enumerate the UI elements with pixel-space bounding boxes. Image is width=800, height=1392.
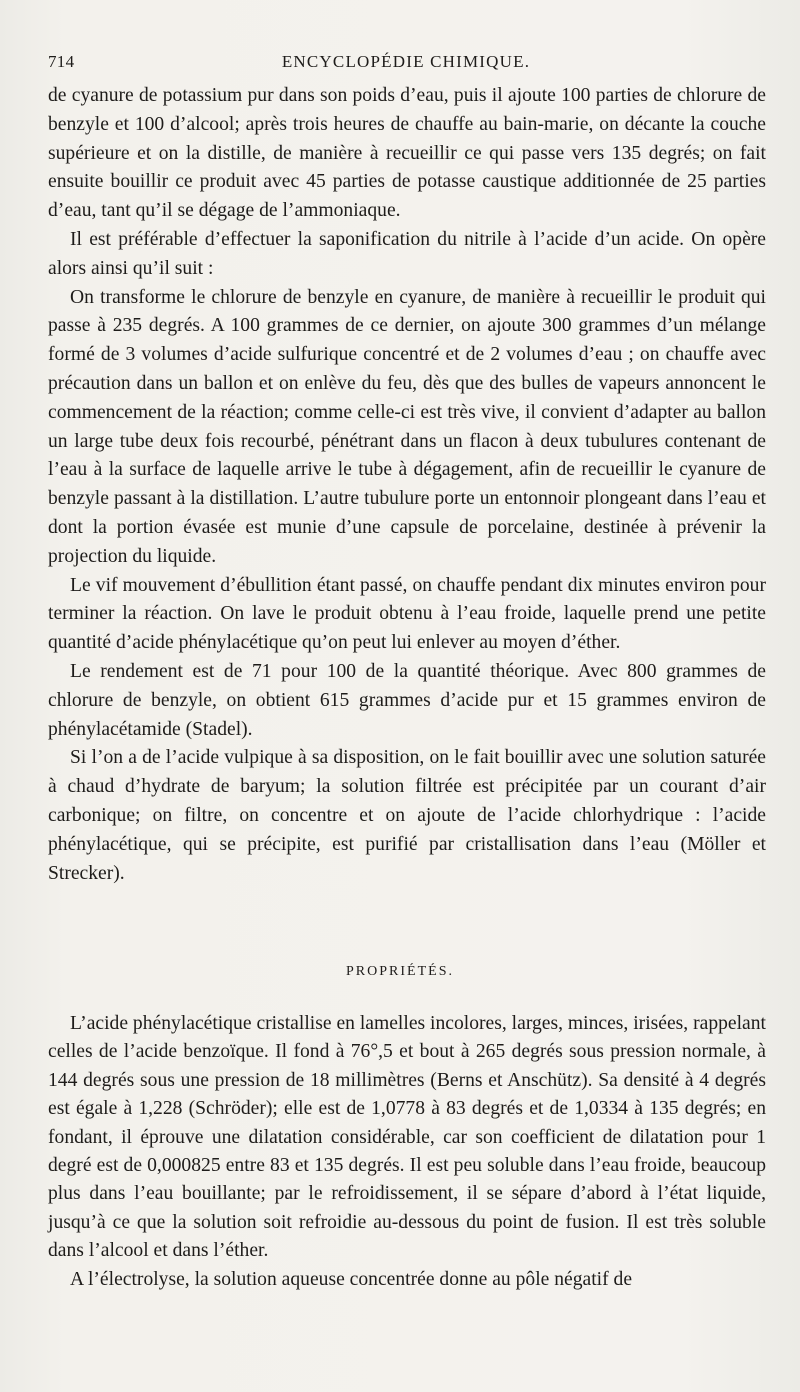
- section-heading: PROPRIÉTÉS.: [346, 964, 454, 979]
- paragraph: Si l’on a de l’acide vulpique à sa disposition, on le fait bouillir avec une solution saturée à chaud d’hydrate de baryum; la solution filtrée est précipitée par un courant d’air carbonique; on filtre, on concentre et on ajoute de l’acide chlorhydrique : l’acide phénylacétique, qui se précipite, est purifié par cristallisation dans l’eau (Möller et Strecker).: [48, 747, 766, 884]
- paragraph: L’acide phénylacétique cristallise en lamelles incolores, larges, minces, irisées, rappelant celles de l’acide benzoïque. Il fond à 76°,5 et bout à 265 degrés sous pression normale, à 144 degrés sous une pression de 18 millimètres (Berns et Anschütz). Sa densité à 4 degrés est égale à 1,228 (Schröder); elle est de 1,0778 à 83 degrés et de 1,0334 à 135 degrés; en fondant, il éprouve une dilatation considérable, car son coefficient de dilatation pour 1 degré est de 0,000825 entre 83 et 135 degrés. Il est peu soluble dans l’eau froide, beaucoup plus dans l’eau bouillante; par le refroidissement, il se sépare d’abord à l’état liquide, jusqu’à ce que la solution soit refroidie au-dessous du point de fusion. Il est très soluble dans l’alcool et dans l’éther.: [48, 1013, 766, 1262]
- paragraph: Il est préférable d’effectuer la saponification du nitrile à l’acide d’un acide. On opère alors ainsi qu’il suit :: [48, 228, 766, 279]
- text-block-properties: [48, 1010, 766, 1294]
- text-block-preparation: [48, 82, 766, 888]
- paragraph: de cyanure de potassium pur dans son poids d’eau, puis il ajoute 100 parties de chlorure de benzyle et 100 d’alcool; après trois heures de chauffe au bain-marie, on décante la couche supérieure et on la distille, de manière à recueillir ce qui passe vers 135 degrés; on fait ensuite bouillir ce produit avec 45 parties de potasse caustique additionnée de 25 parties d’eau, tant qu’il se dégage de l’ammoniaque.: [48, 85, 766, 222]
- paragraph: On transforme le chlorure de benzyle en cyanure, de manière à recueillir le produit qui passe à 235 degrés. A 100 grammes de ce dernier, on ajoute 300 grammes d’un mélange formé de 3 volumes d’acide sulfurique concentré et de 2 volumes d’eau ; on chauffe avec précaution dans un ballon et on enlève du feu, dès que des bulles de vapeurs annoncent le commencement de la réaction; comme celle-ci est très vive, il convient d’adapter au ballon un large tube deux fois recourbé, pénétrant dans un flacon à deux tubulures contenant de l’eau à la surface de laquelle arrive le tube à dégagement, afin de recueillir le cyanure de benzyle passant à la distillation. L’autre tubulure porte un entonnoir plongeant dans l’eau et dont la portion évasée est munie d’une capsule de porcelaine, destinée à prévenir la projection du liquide.: [48, 286, 766, 567]
- page-number: 714: [48, 52, 75, 71]
- page-header: [48, 52, 764, 78]
- paragraph: A l’électrolyse, la solution aqueuse concentrée donne au pôle négatif de: [70, 1268, 633, 1290]
- paragraph: Le rendement est de 71 pour 100 de la quantité théorique. Avec 800 grammes de chlorure de benzyle, on obtient 615 grammes d’acide pur et 15 grammes environ de phénylacétamide (Stadel).: [48, 660, 766, 740]
- running-title: ENCYCLOPÉDIE CHIMIQUE.: [281, 52, 531, 71]
- paragraph: Le vif mouvement d’ébullition étant passé, on chauffe pendant dix minutes environ pour terminer la réaction. On lave le produit obtenu à l’eau froide, laquelle prend une petite quantité d’acide phénylacétique qu’on peut lui enlever au moyen d’éther.: [48, 574, 766, 654]
